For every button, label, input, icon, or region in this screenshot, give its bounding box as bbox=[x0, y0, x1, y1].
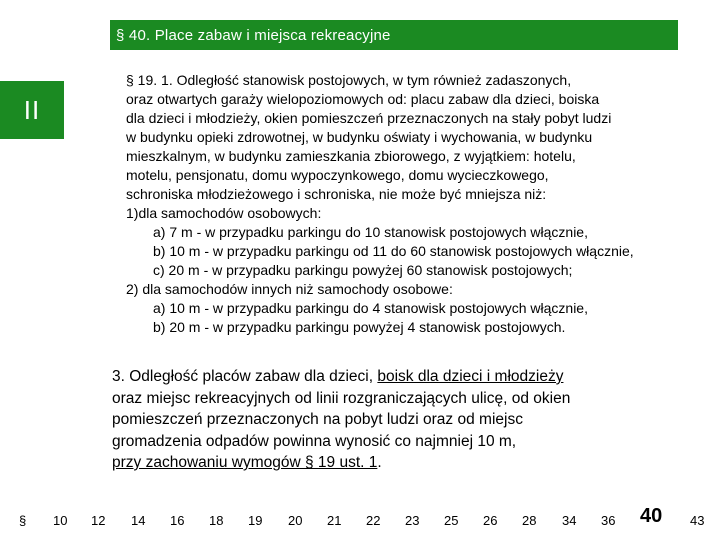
nav-link-22[interactable]: 22 bbox=[366, 513, 381, 528]
nav-link-36[interactable]: 36 bbox=[601, 513, 616, 528]
section-3-line1-text: 3. Odległość placów zabaw dla dzieci, bbox=[112, 368, 378, 385]
nav-link-26[interactable]: 26 bbox=[483, 513, 498, 528]
list-item-2a: a) 10 m - w przypadku parkingu do 4 stanowisk postojowych włącznie, bbox=[153, 300, 588, 316]
nav-link-23[interactable]: 23 bbox=[405, 513, 420, 528]
nav-current-page[interactable]: 40 bbox=[640, 505, 663, 527]
section-3-line5-period: . bbox=[377, 454, 382, 471]
section-3-line bbox=[112, 452, 672, 474]
list-item-1c: c) 20 m - w przypadku parkingu powyżej 60 stanowisk postojowych; bbox=[153, 262, 573, 278]
reference-link[interactable]: przy zachowaniu wymogów § 19 ust. 1 bbox=[112, 454, 378, 471]
nav-link-34[interactable]: 34 bbox=[562, 513, 577, 528]
nav-link-21[interactable]: 21 bbox=[327, 513, 342, 528]
section-3-line: pomieszczeń przeznaczonych na pobyt ludzi oraz od miejsc bbox=[112, 411, 523, 428]
nav-link-43[interactable]: 43 bbox=[690, 513, 705, 528]
paragraph-19-line: schroniska młodzieżowego i schroniska, nie może być mniejsza niż: bbox=[126, 186, 547, 202]
part-label-box bbox=[0, 81, 64, 139]
list-item-2: 2) dla samochodów innych niż samochody osobowe: bbox=[126, 281, 453, 297]
part-label: II bbox=[23, 94, 41, 125]
nav-link-16[interactable]: 16 bbox=[170, 513, 185, 528]
list-item-2b: b) 20 m - w przypadku parkingu powyżej 4 stanowisk postojowych. bbox=[153, 319, 566, 335]
list-item-1a: a) 7 m - w przypadku parkingu do 10 stanowisk postojowych włącznie, bbox=[153, 224, 588, 240]
section-3-text bbox=[112, 366, 672, 474]
section-3-line: oraz miejsc rekreacyjnych od linii rozgraniczających ulicę, od okien bbox=[112, 389, 571, 407]
paragraph-19-line: dla dzieci i młodzieży, okien pomieszczeń przeznaczonych na stały pobyt ludzi bbox=[126, 110, 612, 126]
paragraph-19 bbox=[126, 71, 716, 337]
paragraph-19-line: oraz otwartych garaży wielopoziomowych od: placu zabaw dla dzieci, boiska bbox=[126, 91, 600, 107]
paragraph-19-line: motelu, pensjonatu, domu wypoczynkowego, domu wycieczkowego, bbox=[126, 167, 549, 183]
section-3-line: gromadzenia odpadów powinna wynosić co najmniej 10 m, bbox=[112, 432, 517, 450]
nav-link-19[interactable]: 19 bbox=[248, 513, 263, 528]
nav-link-12[interactable]: 12 bbox=[91, 513, 106, 528]
list-item-1: 1)dla samochodów osobowych: bbox=[126, 205, 322, 221]
nav-link-18[interactable]: 18 bbox=[209, 513, 224, 528]
nav-link-14[interactable]: 14 bbox=[131, 513, 146, 528]
paragraph-19-line: mieszkalnym, w budynku zamieszkania zbiorowego, z wyjątkiem: hotelu, bbox=[126, 148, 576, 164]
section-title: § 40. Place zabaw i miejsca rekreacyjne bbox=[116, 26, 391, 44]
nav-link-25[interactable]: 25 bbox=[444, 513, 459, 528]
list-item-1b: b) 10 m - w przypadku parkingu od 11 do 60 stanowisk postojowych włącznie, bbox=[153, 243, 634, 259]
nav-link-section[interactable]: § bbox=[19, 513, 27, 528]
section-3-line bbox=[112, 366, 672, 388]
paragraph-19-line: w budynku opieki zdrowotnej, w budynku oświaty i wychowania, w budynku bbox=[126, 129, 593, 145]
underlined-phrase: boisk dla dzieci i młodzieży bbox=[377, 368, 564, 385]
section-title-bar bbox=[110, 20, 678, 50]
footer-navigation bbox=[0, 505, 720, 533]
nav-link-20[interactable]: 20 bbox=[288, 513, 303, 528]
paragraph-19-line: § 19. 1. Odległość stanowisk postojowych, w tym również zadaszonych, bbox=[126, 72, 572, 88]
nav-link-10[interactable]: 10 bbox=[53, 513, 68, 528]
nav-link-28[interactable]: 28 bbox=[522, 513, 537, 528]
